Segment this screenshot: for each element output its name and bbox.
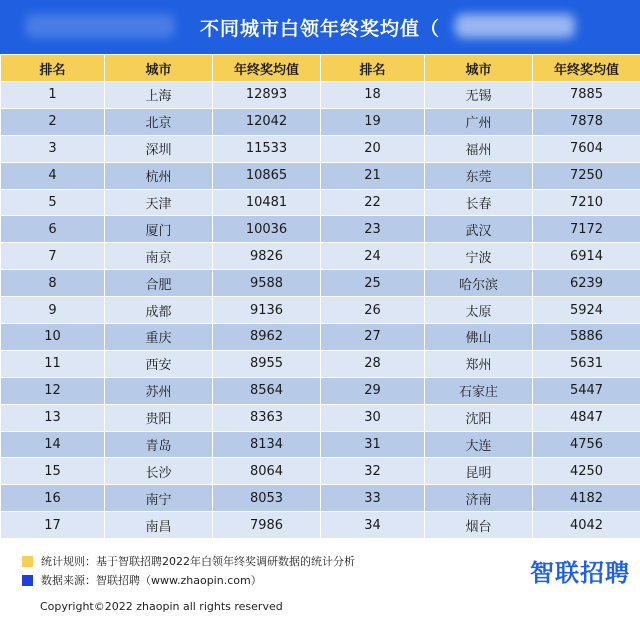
zhaopin-logo: 智联招聘 [530,559,630,587]
copyright-text: Copyright©2022 zhaopin all rights reserved [40,600,283,613]
city-cell: 哈尔滨 [425,270,533,297]
rank-cell: 10 [1,324,105,351]
table-row [1,431,640,458]
table-row [1,377,640,404]
rank-cell: 12 [1,377,105,404]
table-row [1,324,640,351]
value-cell: 7210 [533,189,640,216]
rank-cell: 30 [321,404,425,431]
value-cell: 11533 [213,135,321,162]
rank-cell: 24 [321,243,425,270]
city-cell: 太原 [425,297,533,324]
rank-cell: 21 [321,162,425,189]
city-cell: 重庆 [105,324,213,351]
value-cell: 7172 [533,216,640,243]
city-cell: 福州 [425,135,533,162]
city-cell: 广州 [425,108,533,135]
rank-cell: 7 [1,243,105,270]
table-row [1,512,640,539]
value-cell: 8564 [213,377,321,404]
city-cell: 厦门 [105,216,213,243]
table-row [1,135,640,162]
city-cell: 东莞 [425,162,533,189]
header-rank-left: 排名 [1,55,105,82]
city-cell: 北京 [105,108,213,135]
table-row [1,243,640,270]
city-cell: 南宁 [105,485,213,512]
title-blur-right [455,14,575,38]
rank-cell: 14 [1,431,105,458]
value-cell: 8955 [213,350,321,377]
value-cell: 4756 [533,431,640,458]
blue-square-icon [22,575,33,586]
rank-cell: 17 [1,512,105,539]
value-cell: 5631 [533,350,640,377]
value-cell: 10481 [213,189,321,216]
rank-cell: 22 [321,189,425,216]
rank-cell: 25 [321,270,425,297]
rank-cell: 2 [1,108,105,135]
value-cell: 9826 [213,243,321,270]
table-row [1,162,640,189]
rank-cell: 11 [1,350,105,377]
rank-cell: 34 [321,512,425,539]
table-row [1,404,640,431]
value-cell: 4250 [533,458,640,485]
header-value-right: 年终奖均值 [533,55,640,82]
legend-source-text: 数据来源：智联招聘（www.zhaopin.com） [41,574,262,587]
city-cell: 佛山 [425,324,533,351]
table-header-row [1,55,640,82]
header-rank-right: 排名 [321,55,425,82]
value-cell: 6914 [533,243,640,270]
city-cell: 成都 [105,297,213,324]
rank-cell: 18 [321,82,425,109]
rank-cell: 6 [1,216,105,243]
title-bar [0,0,640,54]
table-body [1,82,640,539]
value-cell: 7878 [533,108,640,135]
rank-cell: 15 [1,458,105,485]
value-cell: 8134 [213,431,321,458]
value-cell: 6239 [533,270,640,297]
value-cell: 8053 [213,485,321,512]
rank-cell: 16 [1,485,105,512]
yellow-square-icon [22,556,33,567]
city-cell: 青岛 [105,431,213,458]
value-cell: 12042 [213,108,321,135]
rank-cell: 9 [1,297,105,324]
city-cell: 天津 [105,189,213,216]
rank-cell: 28 [321,350,425,377]
value-cell: 5886 [533,324,640,351]
value-cell: 4182 [533,485,640,512]
value-cell: 7250 [533,162,640,189]
legend-rule-text: 统计规则：基于智联招聘2022年白领年终奖调研数据的统计分析 [41,555,355,568]
city-cell: 石家庄 [425,377,533,404]
ranking-table [0,54,640,539]
value-cell: 4042 [533,512,640,539]
value-cell: 10865 [213,162,321,189]
city-cell: 杭州 [105,162,213,189]
rank-cell: 4 [1,162,105,189]
city-cell: 武汉 [425,216,533,243]
value-cell: 7885 [533,82,640,109]
table-row [1,270,640,297]
rank-cell: 32 [321,458,425,485]
table-row [1,458,640,485]
city-cell: 无锡 [425,82,533,109]
legend-source [22,572,262,588]
city-cell: 昆明 [425,458,533,485]
city-cell: 南京 [105,243,213,270]
chart-title: 不同城市白领年终奖均值（ [199,17,440,40]
city-cell: 长沙 [105,458,213,485]
rank-cell: 29 [321,377,425,404]
city-cell: 济南 [425,485,533,512]
rank-cell: 23 [321,216,425,243]
rank-cell: 3 [1,135,105,162]
city-cell: 上海 [105,82,213,109]
table-row [1,297,640,324]
rank-cell: 1 [1,82,105,109]
city-cell: 郑州 [425,350,533,377]
title-blur-left [25,14,175,38]
city-cell: 合肥 [105,270,213,297]
rank-cell: 8 [1,270,105,297]
rank-cell: 27 [321,324,425,351]
value-cell: 8962 [213,324,321,351]
value-cell: 4847 [533,404,640,431]
city-cell: 苏州 [105,377,213,404]
city-cell: 宁波 [425,243,533,270]
table-row [1,485,640,512]
value-cell: 9588 [213,270,321,297]
header-value-left: 年终奖均值 [213,55,321,82]
table-row [1,108,640,135]
rank-cell: 20 [321,135,425,162]
value-cell: 7986 [213,512,321,539]
value-cell: 10036 [213,216,321,243]
value-cell: 7604 [533,135,640,162]
header-city-left: 城市 [105,55,213,82]
table-row [1,350,640,377]
rank-cell: 33 [321,485,425,512]
table-row [1,216,640,243]
table-row [1,189,640,216]
city-cell: 南昌 [105,512,213,539]
city-cell: 西安 [105,350,213,377]
rank-cell: 13 [1,404,105,431]
value-cell: 8064 [213,458,321,485]
table-row [1,82,640,109]
value-cell: 12893 [213,82,321,109]
city-cell: 贵阳 [105,404,213,431]
rank-cell: 26 [321,297,425,324]
value-cell: 5924 [533,297,640,324]
header-city-right: 城市 [425,55,533,82]
city-cell: 深圳 [105,135,213,162]
value-cell: 5447 [533,377,640,404]
city-cell: 烟台 [425,512,533,539]
rank-cell: 31 [321,431,425,458]
value-cell: 9136 [213,297,321,324]
city-cell: 长春 [425,189,533,216]
value-cell: 8363 [213,404,321,431]
city-cell: 沈阳 [425,404,533,431]
city-cell: 大连 [425,431,533,458]
rank-cell: 19 [321,108,425,135]
rank-cell: 5 [1,189,105,216]
legend-rule [22,553,355,569]
